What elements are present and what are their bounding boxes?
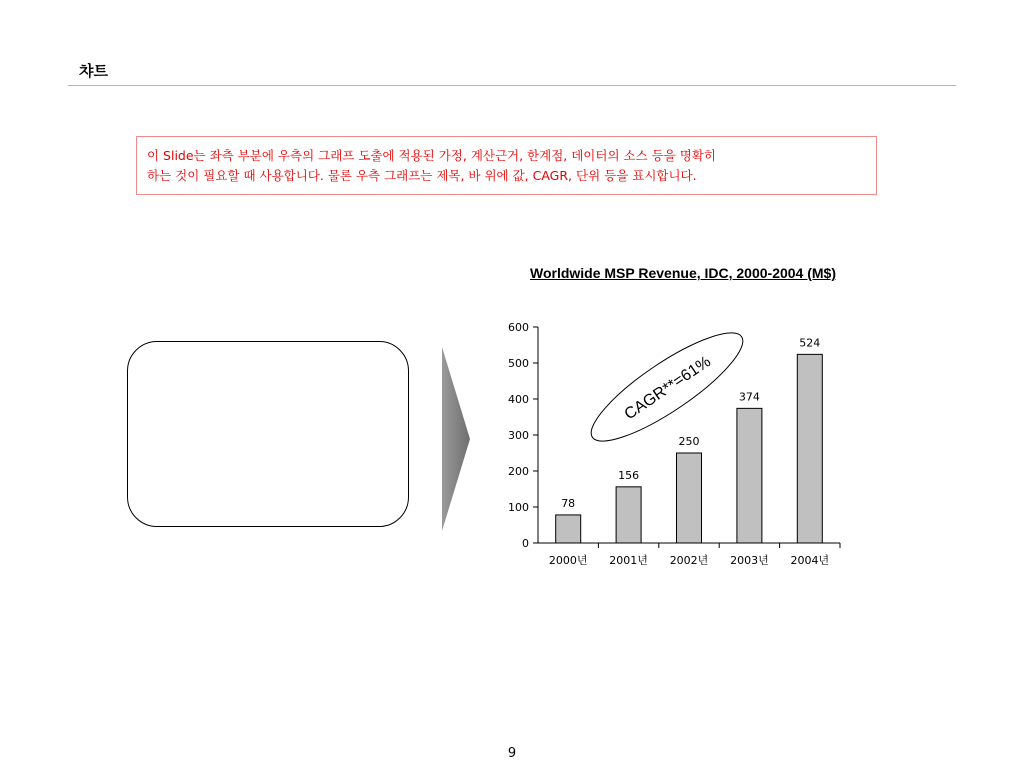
x-tick-label: 2000년 xyxy=(548,554,588,567)
y-tick-label: 500 xyxy=(508,357,529,370)
y-tick-label: 0 xyxy=(522,537,529,550)
bar xyxy=(677,453,702,543)
bar-value-label: 78 xyxy=(561,496,576,510)
bar-value-label: 250 xyxy=(678,435,700,448)
y-tick-label: 400 xyxy=(508,393,529,406)
arrow-triangle xyxy=(442,347,470,531)
cagr-label: CAGR**=61% xyxy=(621,353,715,424)
bar-value-label: 156 xyxy=(618,468,640,482)
y-tick-label: 300 xyxy=(508,429,529,442)
x-tick-label: 2002년 xyxy=(669,554,709,567)
y-axis xyxy=(508,321,538,550)
x-tick-label: 2003년 xyxy=(730,554,769,567)
bar xyxy=(797,354,822,543)
cagr-bubble xyxy=(579,317,755,457)
x-axis xyxy=(538,543,840,567)
right-arrow-shape xyxy=(442,347,472,531)
chart-title: Worldwide MSP Revenue, IDC, 2000-2004 (M$) xyxy=(529,265,837,281)
bar-value-label: 374 xyxy=(738,390,760,404)
bar-value-label: 524 xyxy=(799,336,821,350)
y-tick-label: 100 xyxy=(508,501,529,514)
bar xyxy=(616,487,641,543)
bar xyxy=(556,515,581,543)
y-tick-label: 600 xyxy=(508,321,529,334)
assumptions-placeholder-box xyxy=(127,341,409,527)
page-number: 9 xyxy=(507,746,517,761)
bar xyxy=(737,408,762,543)
slide-title: 챠트 xyxy=(79,62,108,80)
revenue-bar-chart xyxy=(490,310,850,580)
y-tick-label: 200 xyxy=(508,465,529,478)
instruction-note: 이 Slide는 좌측 부분에 우측의 그래프 도출에 적용된 가정, 계산근거, 한계점, 데이터의 소스 등을 명확히 하는 것이 필요할 때 사용합니다. 물론 우측 그래프는 제목, 바 위에 값, CAGR, 단위 등을 표시합니다. xyxy=(136,136,877,195)
cagr-annotation xyxy=(579,317,755,457)
x-tick-label: 2001년 xyxy=(609,554,648,567)
title-divider xyxy=(68,85,956,86)
x-tick-label: 2004년 xyxy=(790,554,830,567)
